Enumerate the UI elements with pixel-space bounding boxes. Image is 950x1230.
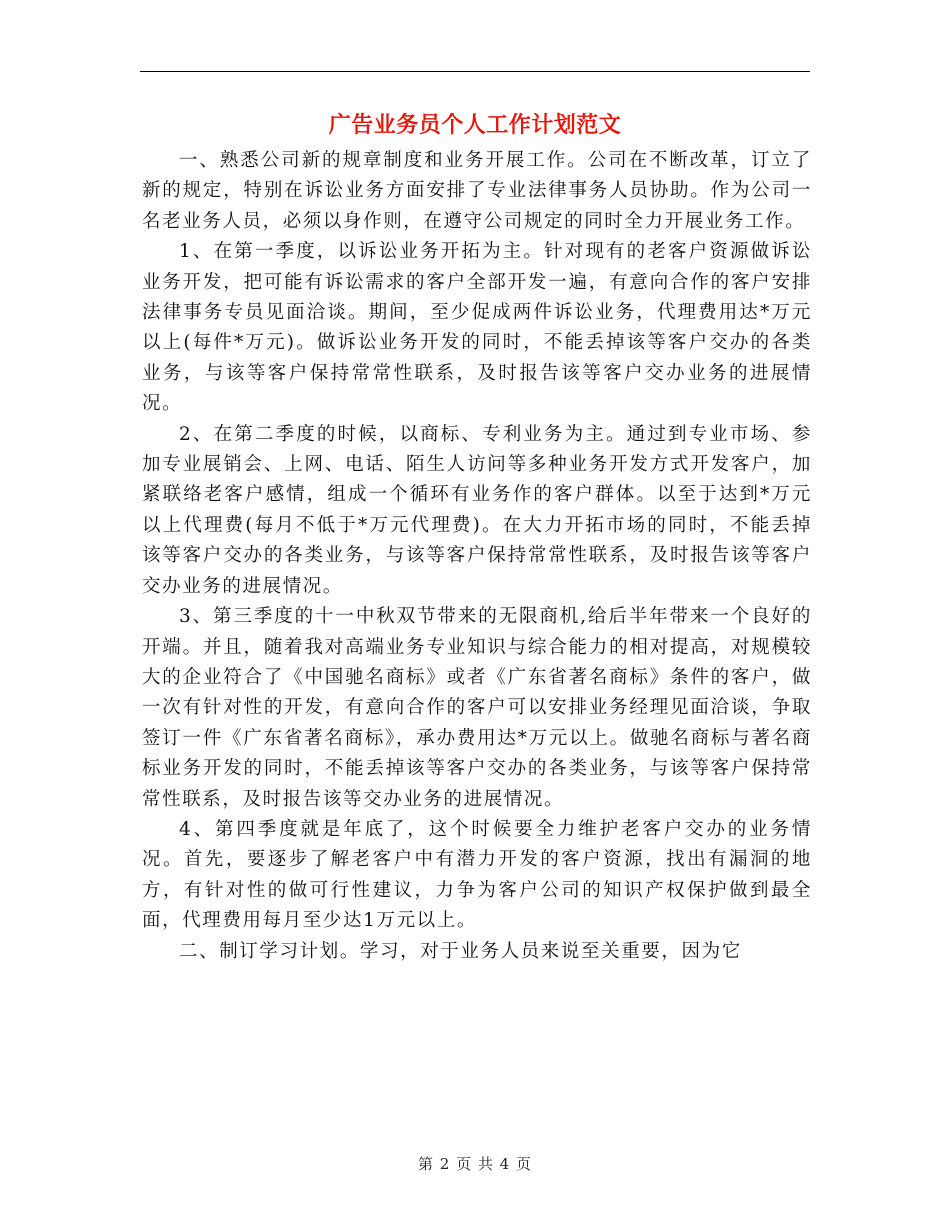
paragraph-4: 3、第三季度的十一中秋双节带来的无限商机,给后半年带来一个良好的开端。并且，随着我对高端业务专业知识与综合能力的相对提高，对规模较大的企业符合了《中国驰名商标》或者《广东省著名商标》条件的客户，做一次有针对性的开发，有意向合作的客户可以安排业务经理见面洽谈，争取签订一件《广东省著名商标》，承办费用达*万元以上。做驰名商标与著名商标业务开发的同时，不能丢掉该等客户交办的各类业务，与该等客户保持常常性联系，及时报告该等交办业务的进展情况。 <box>142 606 812 810</box>
document-title: 广告业务员个人工作计划范文 <box>328 113 622 138</box>
document-body <box>142 146 812 967</box>
page-footer <box>0 1153 950 1174</box>
paragraph-6: 二、制订学习计划。学习，对于业务人员来说至关重要，因为它 <box>179 940 742 962</box>
paragraph-3: 2、在第二季度的时候，以商标、专利业务为主。通过到专业市场、参加专业展销会、上网、电话、陌生人访问等多种业务开发方式开发客户，加紧联络老客户感情，组成一个循环有业务作的客户群体。以至于达到*万元以上代理费(每月不低于*万元代理费)。在大力开拓市场的同时，不能丢掉该等客户交办的各类业务，与该等客户保持常常性联系，及时报告该等客户交办业务的进展情况。 <box>142 423 812 597</box>
paragraph-1: 一、熟悉公司新的规章制度和业务开展工作。公司在不断改革，订立了新的规定，特别在诉讼业务方面安排了专业法律事务人员协助。作为公司一名老业务人员，必须以身作则，在遵守公司规定的同时全力开展业务工作。 <box>142 150 812 232</box>
page-number: 第 2 页 共 4 页 <box>418 1155 532 1173</box>
paragraph-2: 1、在第一季度，以诉讼业务开拓为主。针对现有的老客户资源做诉讼业务开发，把可能有诉讼需求的客户全部开发一遍，有意向合作的客户安排法律事务专员见面洽谈。期间，至少促成两件诉讼业务，代理费用达*万元以上(每件*万元)。做诉讼业务开发的同时，不能丢掉该等客户交办的各类业务，与该等客户保持常常性联系，及时报告该等客户交办业务的进展情况。 <box>142 241 812 415</box>
header-rule <box>140 71 810 72</box>
paragraph-5: 4、第四季度就是年底了，这个时候要全力维护老客户交办的业务情况。首先，要逐步了解老客户中有潜力开发的客户资源，找出有漏洞的地方，有针对性的做可行性建议，力争为客户公司的知识产权保护做到最全面，代理费用每月至少达1万元以上。 <box>142 818 812 932</box>
